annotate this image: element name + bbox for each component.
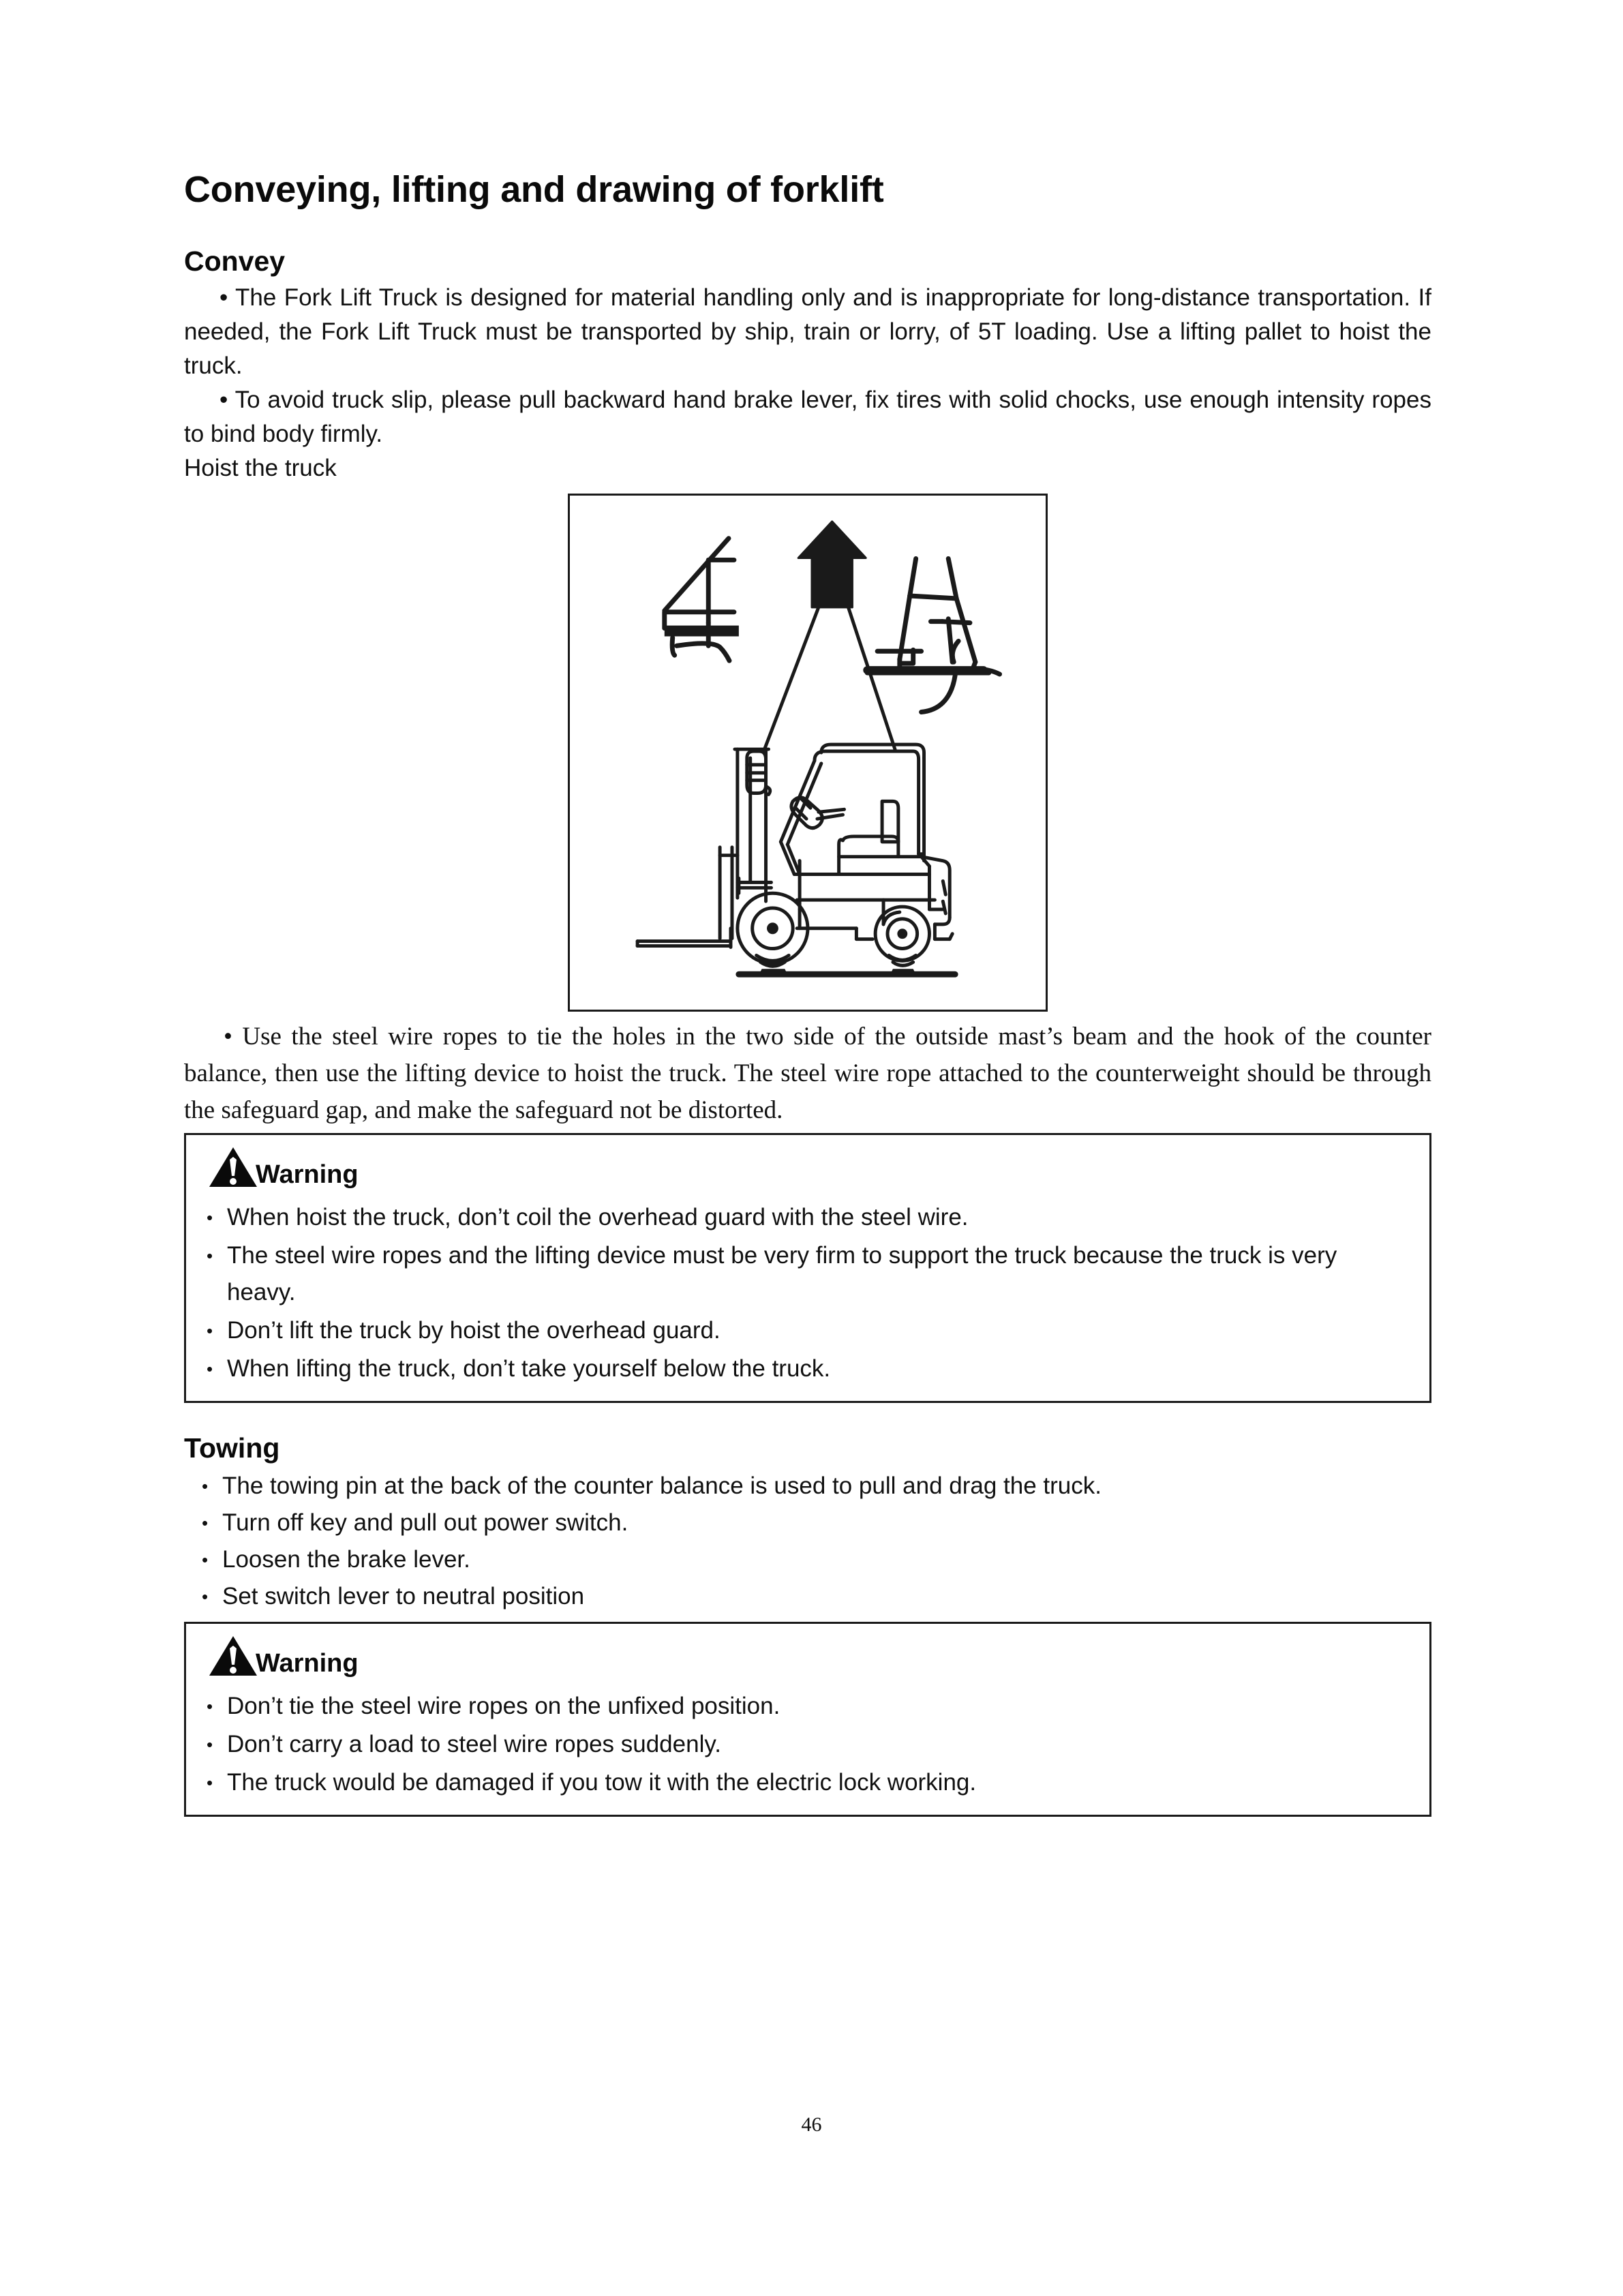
section-heading-towing: Towing [184,1432,280,1464]
warning-header [208,1146,1412,1188]
towing-item: • Loosen the brake lever. [199,1541,1431,1578]
warning-label: Warning [256,1648,359,1678]
warning-items-list [204,1688,1412,1801]
section-heading-convey: Convey [184,245,286,277]
page-title: Conveying, lifting and drawing of forklift [184,169,884,210]
warning-item: • When lifting the truck, don’t take yourself below the truck. [204,1350,1412,1387]
figure-wrapper [184,494,1431,1012]
towing-item: • The towing pin at the back of the counter balance is used to pull and drag the truck. [199,1468,1431,1505]
warning-item: • Don’t tie the steel wire ropes on the unfixed position. [204,1688,1412,1725]
page-number: 46 [801,2113,822,2136]
towing-item: • Turn off key and pull out power switch. [199,1505,1431,1541]
warning-item: • The steel wire ropes and the lifting device must be very firm to support the truck because the truck is very heavy. [204,1237,1412,1311]
towing-items-list [199,1468,1431,1615]
warning-item: • Don’t carry a load to steel wire ropes suddenly. [204,1726,1412,1763]
convey-paragraph-2: • To avoid truck slip, please pull backward hand brake lever, fix tires with solid chocks, use enough intensity ropes to bind body firmly. [184,386,1431,447]
warning-items-list [204,1199,1412,1387]
warning-label: Warning [256,1160,359,1189]
warning-item: • When hoist the truck, don’t coil the overhead guard with the steel wire. [204,1199,1412,1236]
warning-triangle-icon [208,1635,258,1677]
warning-header [208,1635,1412,1677]
warning-box-towing [184,1622,1431,1817]
page-content [184,170,1431,1817]
towing-item: • Set switch lever to neutral position [199,1578,1431,1615]
forklift-hoisting-diagram [568,494,1048,1012]
warning-item: • Don’t lift the truck by hoist the overhead guard. [204,1312,1412,1349]
convey-paragraph-1: • The Fork Lift Truck is designed for material handling only and is inappropriate for long-distance transportation. If needed, the Fork Lift Truck must be transported by ship, train or lorry, of 5T loading. Use a lifting pallet to hoist the truck. [184,284,1431,379]
warning-triangle-icon [208,1146,258,1188]
warning-box-hoisting [184,1133,1431,1403]
convey-paragraph-3: Hoist the truck [184,454,337,481]
convey-paragraph-4: • Use the steel wire ropes to tie the holes in the two side of the outside mast’s beam and the hook of the counter balance, then use the lifting device to hoist the truck. The steel wire rope attached to the counterweight should be through the safeguard gap, and make the safeguard not be distorted. [184,1022,1431,1124]
warning-item: • The truck would be damaged if you tow it with the electric lock working. [204,1764,1412,1801]
forklift-hoisting-illustration [570,496,1046,1010]
